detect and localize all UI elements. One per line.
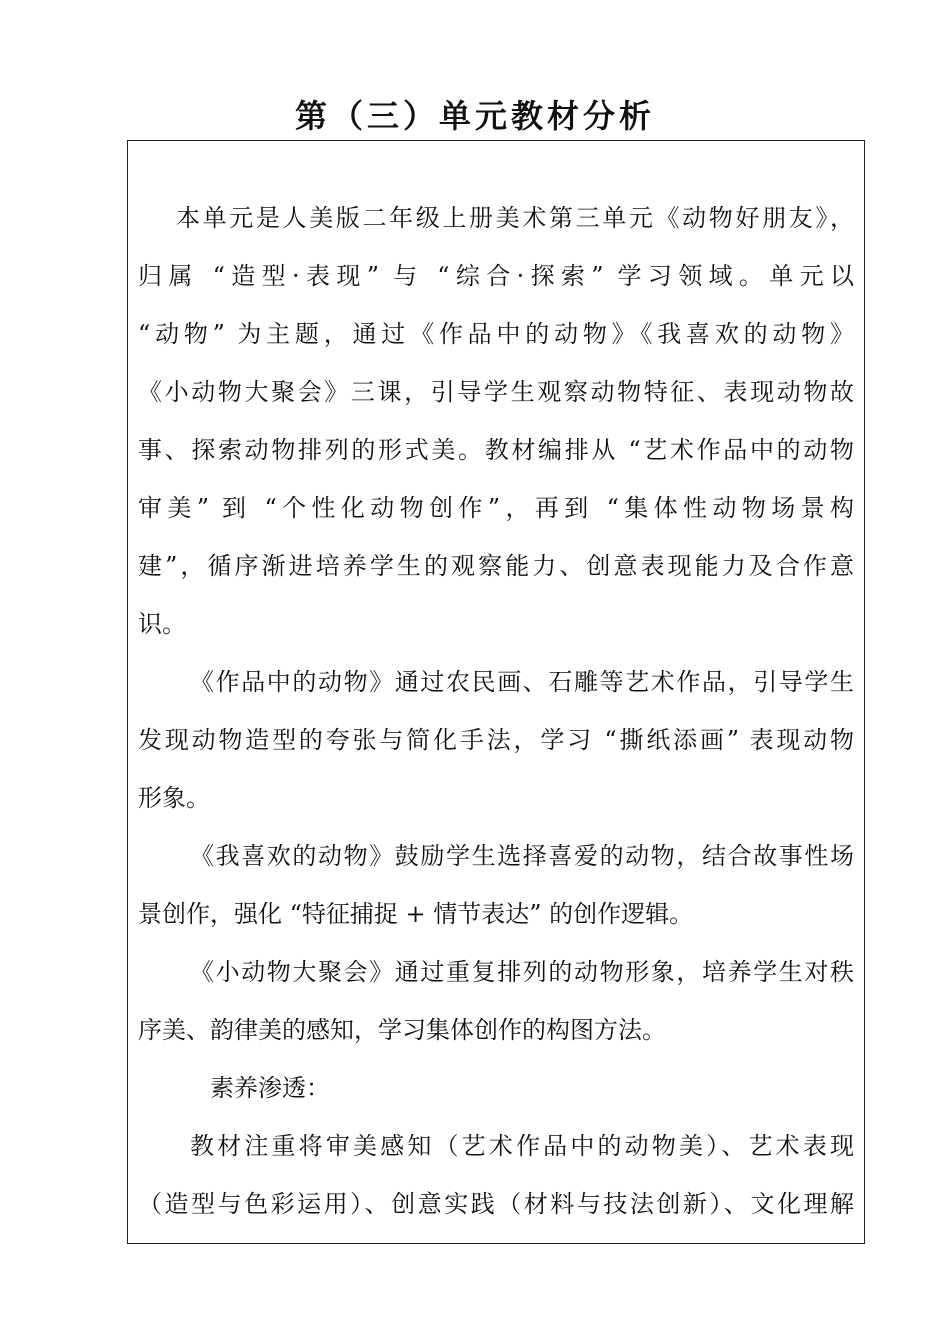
text-line: “动物” 为主题，通过《作品中的动物》《我喜欢的动物》 [138,320,854,348]
analysis-text [138,189,854,1233]
text-line: 序美、韵律美的感知，学习集体创作的构图方法。 [138,1016,666,1044]
text-line: 建”，循序渐进培养学生的观察能力、创意表现能力及合作意 [138,552,854,580]
text-line: 审美” 到 “个性化动物创作”，再到 “集体性动物场景构 [138,494,854,522]
text-line: 识。 [138,610,186,638]
text-line: 形象。 [138,784,210,812]
text-line: 本单元是人美版二年级上册美术第三单元《动物好朋友》， [176,204,854,232]
page-title: 第（三）单元教材分析 [294,97,655,135]
text-line: （造型与色彩运用）、创意实践（材料与技法创新）、文化理解 [138,1190,854,1218]
analysis-table-cell [127,140,865,1244]
section-heading: 素养渗透： [210,1074,330,1102]
text-line: 景创作，强化 “特征捕捉 + 情节表达” 的创作逻辑。 [138,900,694,928]
text-line: 《我喜欢的动物》鼓励学生选择喜爱的动物，结合故事性场 [190,842,854,870]
text-line: 《小动物大聚会》通过重复排列的动物形象，培养学生对秩 [190,958,854,986]
text-line: 《小动物大聚会》三课，引导学生观察动物特征、表现动物故 [138,378,854,406]
text-line: 《作品中的动物》通过农民画、石雕等艺术作品，引导学生 [190,668,854,696]
text-line: 事、探索动物排列的形式美。教材编排从 “艺术作品中的动物 [138,436,854,464]
text-line: 教材注重将审美感知（艺术作品中的动物美）、艺术表现 [190,1132,854,1160]
text-line: 发现动物造型的夸张与简化手法，学习 “撕纸添画” 表现动物 [138,726,854,754]
text-line: 归属 “造型·表现” 与 “综合·探索” 学习领域。单元以 [138,262,854,290]
